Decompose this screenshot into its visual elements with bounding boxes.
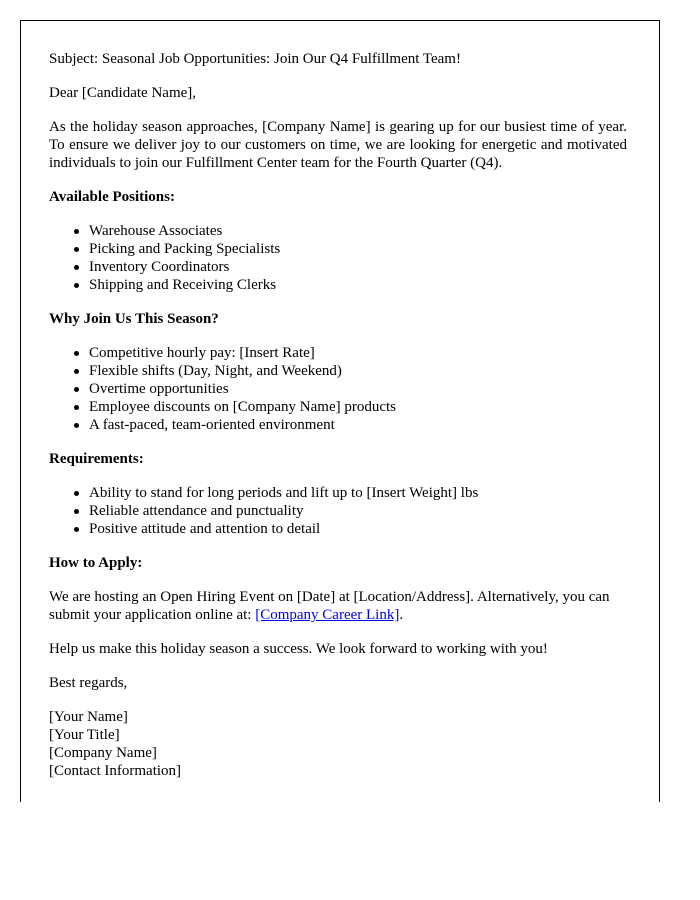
positions-list — [49, 222, 627, 294]
how-to-apply-paragraph — [49, 588, 627, 624]
signature-title: [Your Title] — [49, 727, 120, 743]
subject-line: Subject: Seasonal Job Opportunities: Join Our Q4 Fulfillment Team! — [49, 51, 461, 67]
list-item: Employee discounts on [Company Name] products — [89, 398, 627, 416]
signature-block — [49, 708, 627, 780]
signature-name: [Your Name] — [49, 709, 128, 725]
letter-content — [49, 50, 627, 780]
list-item: Flexible shifts (Day, Night, and Weekend) — [89, 362, 627, 380]
list-item: Competitive hourly pay: [Insert Rate] — [89, 344, 627, 362]
how-to-apply-period: . — [399, 607, 404, 623]
positions-heading: Available Positions: — [49, 189, 175, 205]
intro-paragraph: As the holiday season approaches, [Company Name] is gearing up for our busiest time of year. To ensure we deliver joy to our customers on time, we are looking for energetic and motivated individuals to join our Fulfillment Center team for the Fourth Quarter (Q4). — [49, 119, 627, 171]
signature-company: [Company Name] — [49, 745, 157, 761]
list-item: Positive attitude and attention to detail — [89, 520, 627, 538]
career-link[interactable]: [Company Career Link] — [255, 607, 400, 623]
requirements-heading: Requirements: — [49, 451, 144, 467]
why-join-list — [49, 344, 627, 434]
list-item: Overtime opportunities — [89, 380, 627, 398]
greeting: Dear [Candidate Name], — [49, 85, 197, 101]
list-item: Warehouse Associates — [89, 222, 627, 240]
list-item: Reliable attendance and punctuality — [89, 502, 627, 520]
list-item: Inventory Coordinators — [89, 258, 627, 276]
list-item: Ability to stand for long periods and lift up to [Insert Weight] lbs — [89, 484, 627, 502]
how-to-apply-heading: How to Apply: — [49, 555, 143, 571]
list-item: Shipping and Receiving Clerks — [89, 276, 627, 294]
list-item: Picking and Packing Specialists — [89, 240, 627, 258]
why-join-heading: Why Join Us This Season? — [49, 311, 219, 327]
requirements-list — [49, 484, 627, 538]
letter-page — [20, 20, 660, 802]
list-item: A fast-paced, team-oriented environment — [89, 416, 627, 434]
closing-message: Help us make this holiday season a success. We look forward to working with you! — [49, 641, 548, 657]
signature-contact: [Contact Information] — [49, 763, 182, 779]
how-to-apply-text: We are hosting an Open Hiring Event on [Date] at [Location/Address]. Alternatively, you can submit your application online at: — [49, 589, 610, 623]
sign-off: Best regards, — [49, 675, 128, 691]
